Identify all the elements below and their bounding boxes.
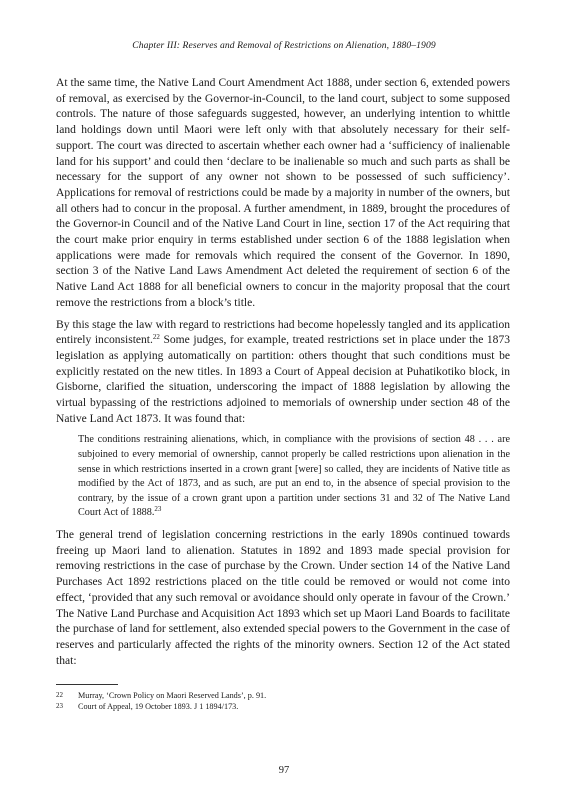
running-head: Chapter III: Reserves and Removal of Restrictions on Alienation, 1880–1909 — [132, 40, 436, 51]
block-quote-text: The conditions restraining alienations, which, in compliance with the provisions of section 48 . . . are subjoined to every memorial of ownership, cannot properly be called restrictions upon alienation in the sense in which restrictions inserted in a crown grant [were] so called, they are incidents of Native title as modified by the Act of 1873, and as such, are put an end to, in the absence of special provision to the contrary, by the issue of a crown grant upon a partition under sections 31 and 32 of The Native Land Court Act of 1888. — [78, 434, 510, 519]
paragraph-2 — [56, 318, 510, 428]
footnote-rule — [56, 684, 118, 685]
footnote-23 — [56, 701, 510, 712]
paragraph-2-rest: Some judges, for example, treated restrictions set in place under the 1873 legislation as applying automatically on partition: others thought that such conditions must be explicitly restated on the new titles. In 1893 a Court of Appeal decision at Puhatikotiko block, in Gisborne, clarified the situation, underscoring the impact of 1888 legislation by allowing the virtual bypassing of the restrictions adjoined to memorials of ownership under section 48 of the Native Land Act 1873. It was found that: — [56, 334, 510, 425]
footnote-text: Murray, ‘Crown Policy on Maori Reserved Lands’, p. 91. — [78, 691, 267, 700]
paragraph-1: At the same time, the Native Land Court Amendment Act 1888, under section 6, extended powers of removal, as exercised by the Governor-in-Council, to the land court, subject to some supposed controls. The nature of those safeguards suggested, however, an underlying intention to whittle land holdings down until Maori were left only with that absolutely necessary for their self-support. The court was directed to ascertain whether each owner had a ‘sufficiency of inalienable land for his support’ and could then ‘declare to be inalienable so much and such parts as shall be necessary for the support of any owner not shown to be possessed of such sufficiency’. Applications for removal of restrictions could be made by a majority in number of the owners, but all others had to concur in the proposal. A further amendment, in 1889, brought the procedures of the Governor-in Council and of the Native Land Court in line, section 17 of the Act requiring that the court make prior enquiry in terms established under section 6 of the 1888 legislation when applications were made for removals which required the consent of the Governor. In 1890, section 3 of the Native Land Laws Amendment Act deleted the requirement of section 6 of the Native Land Act 1888 for all beneficial owners to concur in the majority proposal that the court remove the restrictions from a block’s title. — [56, 77, 510, 309]
footnote-ref-22: 22 — [152, 333, 160, 342]
block-quote — [56, 433, 510, 521]
footnote-number: 22 — [56, 691, 63, 699]
footnote-ref-23: 23 — [154, 505, 162, 514]
footnotes — [56, 690, 510, 712]
page-number: 97 — [278, 765, 290, 776]
paragraph-3: The general trend of legislation concerning restrictions in the early 1890s continued towards freeing up Maori land to alienation. Statutes in 1892 and 1893 made special provision for removing restrictions in the case of purchase by the Crown. Under section 14 of the Native Land Purchases Act 1892 restrictions placed on the title could be removed or would not come into effect, ‘provided that any such removal or avoidance should only operate in favour of the Crown.’ The Native Land Purchase and Acquisition Act 1893 which set up Maori Land Boards to facilitate the purchase of land for settlement, also extended special powers to the Government in the case of reserves and particularly affected the rights of the minority owners. Section 12 of the Act stated that: — [56, 529, 510, 667]
footnote-22 — [56, 690, 510, 701]
main-text — [56, 76, 510, 675]
paragraph-2-start: By this stage the law with regard to restrictions had become hopelessly tangled and its application entirely inconsistent. — [56, 318, 510, 347]
footnote-number: 23 — [56, 702, 63, 710]
footnote-text: Court of Appeal, 19 October 1893. J 1 1894/173. — [78, 702, 239, 711]
